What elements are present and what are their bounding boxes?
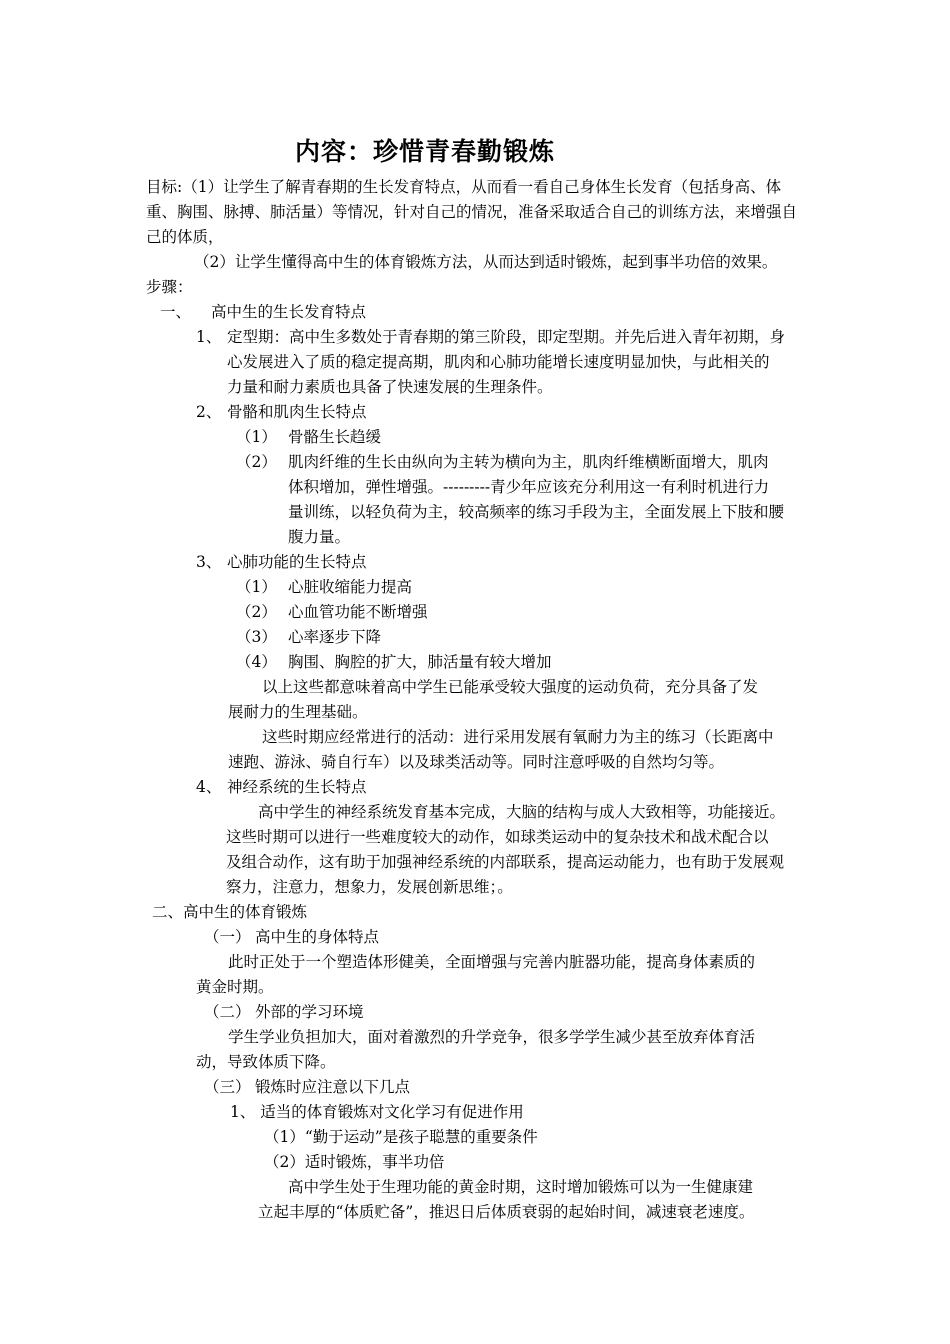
item-4-line-2: 这些时期可以进行一些难度较大的动作，如球类运动中的复杂技术和战术配合以 bbox=[226, 828, 769, 846]
item-4-number: 4、 bbox=[196, 778, 222, 796]
sub-a-line-1: 此时正处于一个塑造体形健美，全面增强与完善内脏器功能，提高身体素质的 bbox=[228, 953, 756, 971]
sub-a-line-2: 黄金时期。 bbox=[196, 978, 274, 996]
item-2-sub-1-number: （1） bbox=[236, 428, 277, 446]
item-2-heading: 骨骼和肌肉生长特点 bbox=[227, 403, 367, 421]
sub-c-point-2: （2）适时锻炼，事半功倍 bbox=[264, 1153, 445, 1171]
item-2-sub-2-line-1: 肌肉纤维的生长由纵向为主转为横向为主，肌肉纤维横断面增大，肌肉 bbox=[288, 453, 769, 471]
item-2-sub-2-line-3: 量训练，以轻负荷为主，较高频率的练习手段为主，全面发展上下肢和腰 bbox=[288, 503, 785, 521]
section-1-heading: 高中生的生长发育特点 bbox=[211, 303, 367, 321]
sub-b-number: （二） bbox=[204, 1003, 251, 1021]
sub-b-line-1: 学生学业负担加大，面对着激烈的升学竞争，很多学学生减少甚至放弃体育活 bbox=[228, 1028, 756, 1046]
item-3-sub-1-text: 心脏收缩能力提高 bbox=[288, 578, 413, 596]
sub-c-heading: 锻炼时应注意以下几点 bbox=[255, 1078, 411, 1096]
item-2-number: 2、 bbox=[196, 403, 222, 421]
item-3-para-1-line-2: 展耐力的生理基础。 bbox=[228, 703, 368, 721]
goal-line-2: 重、胸围、脉搏、肺活量）等情况，针对自己的情况，准备采取适合自己的训练方法，来增强自 bbox=[146, 203, 798, 221]
item-2-sub-1-text: 骨骼生长趋缓 bbox=[288, 428, 382, 446]
sub-b-heading: 外部的学习环境 bbox=[255, 1003, 364, 1021]
item-3-sub-4-text: 胸围、胸腔的扩大，肺活量有较大增加 bbox=[288, 653, 552, 671]
goal-line-3: 己的体质， bbox=[146, 228, 224, 246]
sub-c-point-1: （1）“勤于运动”是孩子聪慧的重要条件 bbox=[264, 1128, 538, 1146]
item-3-sub-1-number: （1） bbox=[236, 578, 277, 596]
item-3-number: 3、 bbox=[196, 553, 222, 571]
item-3-para-1-line-1: 以上这些都意味着高中学生已能承受较大强度的运动负荷，充分具备了发 bbox=[262, 678, 759, 696]
sub-b-line-2: 动，导致体质下降。 bbox=[196, 1053, 336, 1071]
item-3-para-2-line-1: 这些时期应经常进行的活动：进行采用发展有氧耐力为主的练习（长距离中 bbox=[262, 728, 774, 746]
item-4-heading: 神经系统的生长特点 bbox=[227, 778, 367, 796]
item-1-line-2: 心发展进入了质的稳定提高期，肌肉和心肺功能增长速度明显加快，与此相关的 bbox=[227, 353, 770, 371]
item-3-sub-3-number: （3） bbox=[236, 628, 277, 646]
steps-label: 步骤： bbox=[146, 278, 193, 296]
item-3-heading: 心肺功能的生长特点 bbox=[227, 553, 367, 571]
item-1-line-1: 定型期：高中生多数处于青春期的第三阶段，即定型期。并先后进入青年初期，身 bbox=[227, 328, 786, 346]
item-2-sub-2-line-4: 腹力量。 bbox=[288, 528, 351, 546]
sub-c-number: （三） bbox=[204, 1078, 251, 1096]
item-1-number: 1、 bbox=[196, 328, 222, 346]
item-4-line-4: 察力，注意力，想象力，发展创新思维；。 bbox=[226, 878, 513, 896]
item-3-sub-4-number: （4） bbox=[236, 653, 277, 671]
section-2-heading: 二、高中生的体育锻炼 bbox=[152, 903, 308, 921]
sub-a-heading: 高中生的身体特点 bbox=[255, 928, 380, 946]
item-3-sub-2-text: 心血管功能不断增强 bbox=[288, 603, 428, 621]
item-4-line-3: 及组合动作，这有助于加强神经系统的内部联系，提高运动能力，也有助于发展观 bbox=[226, 853, 785, 871]
item-1-line-3: 力量和耐力素质也具备了快速发展的生理条件。 bbox=[227, 378, 553, 396]
sub-c-para-line-2: 立起丰厚的“体质贮备”，推迟日后体质衰弱的起始时间，减速衰老速度。 bbox=[258, 1203, 755, 1221]
item-3-para-2-line-2: 速跑、游泳、骑自行车）以及球类活动等。同时注意呼吸的自然均匀等。 bbox=[228, 753, 725, 771]
item-4-line-1: 高中学生的神经系统发育基本完成，大脑的结构与成人大致相等，功能接近。 bbox=[258, 803, 786, 821]
item-3-sub-3-text: 心率逐步下降 bbox=[288, 628, 382, 646]
sub-a-number: （一） bbox=[204, 928, 251, 946]
goal-line-1: 目标:（1）让学生了解青春期的生长发育特点，从而看一看自己身体生长发育（包括身高、体 bbox=[146, 178, 782, 196]
goal-line-4: （2）让学生懂得高中生的体育锻炼方法，从而达到适时锻炼，起到事半功倍的效果。 bbox=[194, 253, 778, 271]
item-2-sub-2-number: （2） bbox=[236, 453, 277, 471]
item-3-sub-2-number: （2） bbox=[236, 603, 277, 621]
sub-c-para-line-1: 高中学生处于生理功能的黄金时期，这时增加锻炼可以为一生健康建 bbox=[288, 1178, 754, 1196]
sub-c-item-1: 1、 适当的体育锻炼对文化学习有促进作用 bbox=[230, 1103, 524, 1121]
section-1-number: 一、 bbox=[160, 303, 192, 321]
item-2-sub-2-line-2: 体积增加，弹性增强。---------青少年应该充分利用这一有利时机进行力 bbox=[288, 478, 770, 496]
page-title: 内容：珍惜青春勤锻炼 bbox=[294, 137, 555, 166]
